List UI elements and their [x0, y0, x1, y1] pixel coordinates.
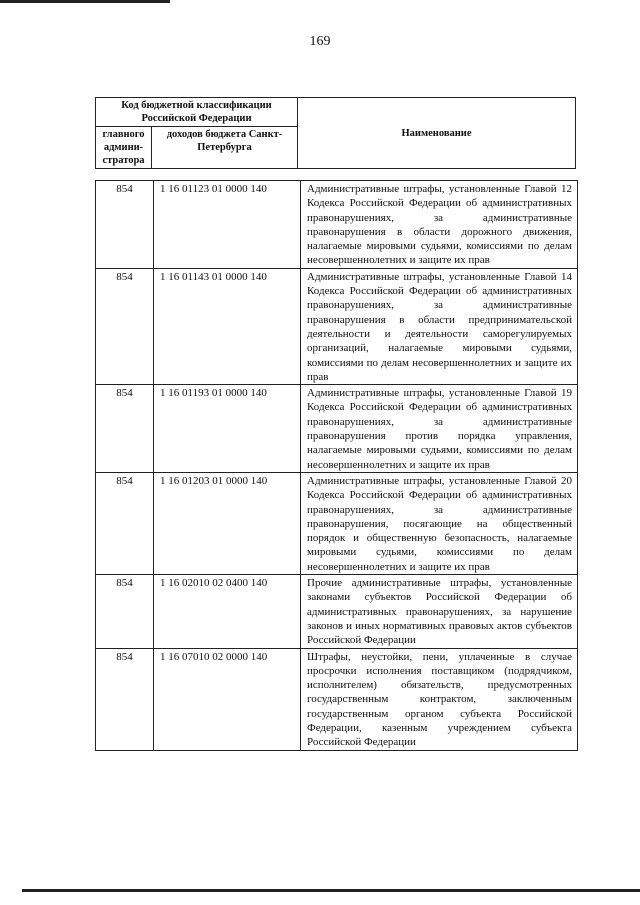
income-code-cell: 1 16 01123 01 0000 140: [154, 181, 301, 269]
income-code-cell: 1 16 01143 01 0000 140: [154, 268, 301, 384]
header-name: Наименование: [298, 98, 576, 169]
header-table: [95, 97, 576, 169]
admin-code-cell: 854: [96, 385, 154, 473]
admin-code-cell: 854: [96, 181, 154, 269]
codes-table: [95, 180, 578, 751]
income-code-cell: 1 16 02010 02 0400 140: [154, 575, 301, 648]
income-code-cell: 1 16 07010 02 0000 140: [154, 648, 301, 750]
header-admin: главного админи-стратора: [96, 127, 152, 169]
table-row: [96, 472, 578, 574]
table-row: [96, 648, 578, 750]
top-rule: [0, 0, 170, 3]
admin-code-cell: 854: [96, 472, 154, 574]
name-cell: Административные штрафы, установленные Главой 20 Кодекса Российской Федерации об административных правонарушениях, за административные правонарушения, посягающие на общественный порядок и общественную безопасность, налагаемые мировыми судьями, комиссиями по делам несовершеннолетних и защите их прав: [301, 472, 578, 574]
table-row: [96, 268, 578, 384]
income-code-cell: 1 16 01193 01 0000 140: [154, 385, 301, 473]
header-group-label: Код бюджетной классификации Российской Федерации: [96, 98, 298, 127]
admin-code-cell: 854: [96, 575, 154, 648]
admin-code-cell: 854: [96, 268, 154, 384]
name-cell: Административные штрафы, установленные Главой 14 Кодекса Российской Федерации об административных правонарушениях, за административные правонарушения в области предпринимательской деятельности и деятельности саморегулируемых организаций, налагаемые мировыми судьями, комиссиями по делам несовершеннолетних и защите их прав: [301, 268, 578, 384]
table-row: [96, 181, 578, 269]
name-cell: Штрафы, неустойки, пени, уплаченные в случае просрочки исполнения поставщиком (подрядчиком, исполнителем) обязательств, предусмотренных государственным контрактом, заключенным государственным органом субъекта Российской Федерации, казенным учреждением субъекта Российской Федерации: [301, 648, 578, 750]
name-cell: Административные штрафы, установленные Главой 19 Кодекса Российской Федерации об административных правонарушениях, за административные правонарушения против порядка управления, налагаемые мировыми судьями, комиссиями по делам несовершеннолетних и защите их прав: [301, 385, 578, 473]
table-row: [96, 385, 578, 473]
bottom-rule: [22, 889, 640, 892]
page-number: 169: [309, 34, 331, 49]
admin-code-cell: 854: [96, 648, 154, 750]
table-row: [96, 575, 578, 648]
name-cell: Прочие административные штрафы, установленные законами субъектов Российской Федерации об административных правонарушениях, за нарушение законов и иных нормативных правовых актов субъектов Российской Федерации: [301, 575, 578, 648]
income-code-cell: 1 16 01203 01 0000 140: [154, 472, 301, 574]
name-cell: Административные штрафы, установленные Главой 12 Кодекса Российской Федерации об административных правонарушениях, за административные правонарушения в области дорожного движения, налагаемые мировыми судьями, комиссиями по делам несовершеннолетних и защите их прав: [301, 181, 578, 269]
table-body: [96, 181, 578, 751]
header-income: доходов бюджета Санкт-Петербурга: [152, 127, 298, 169]
